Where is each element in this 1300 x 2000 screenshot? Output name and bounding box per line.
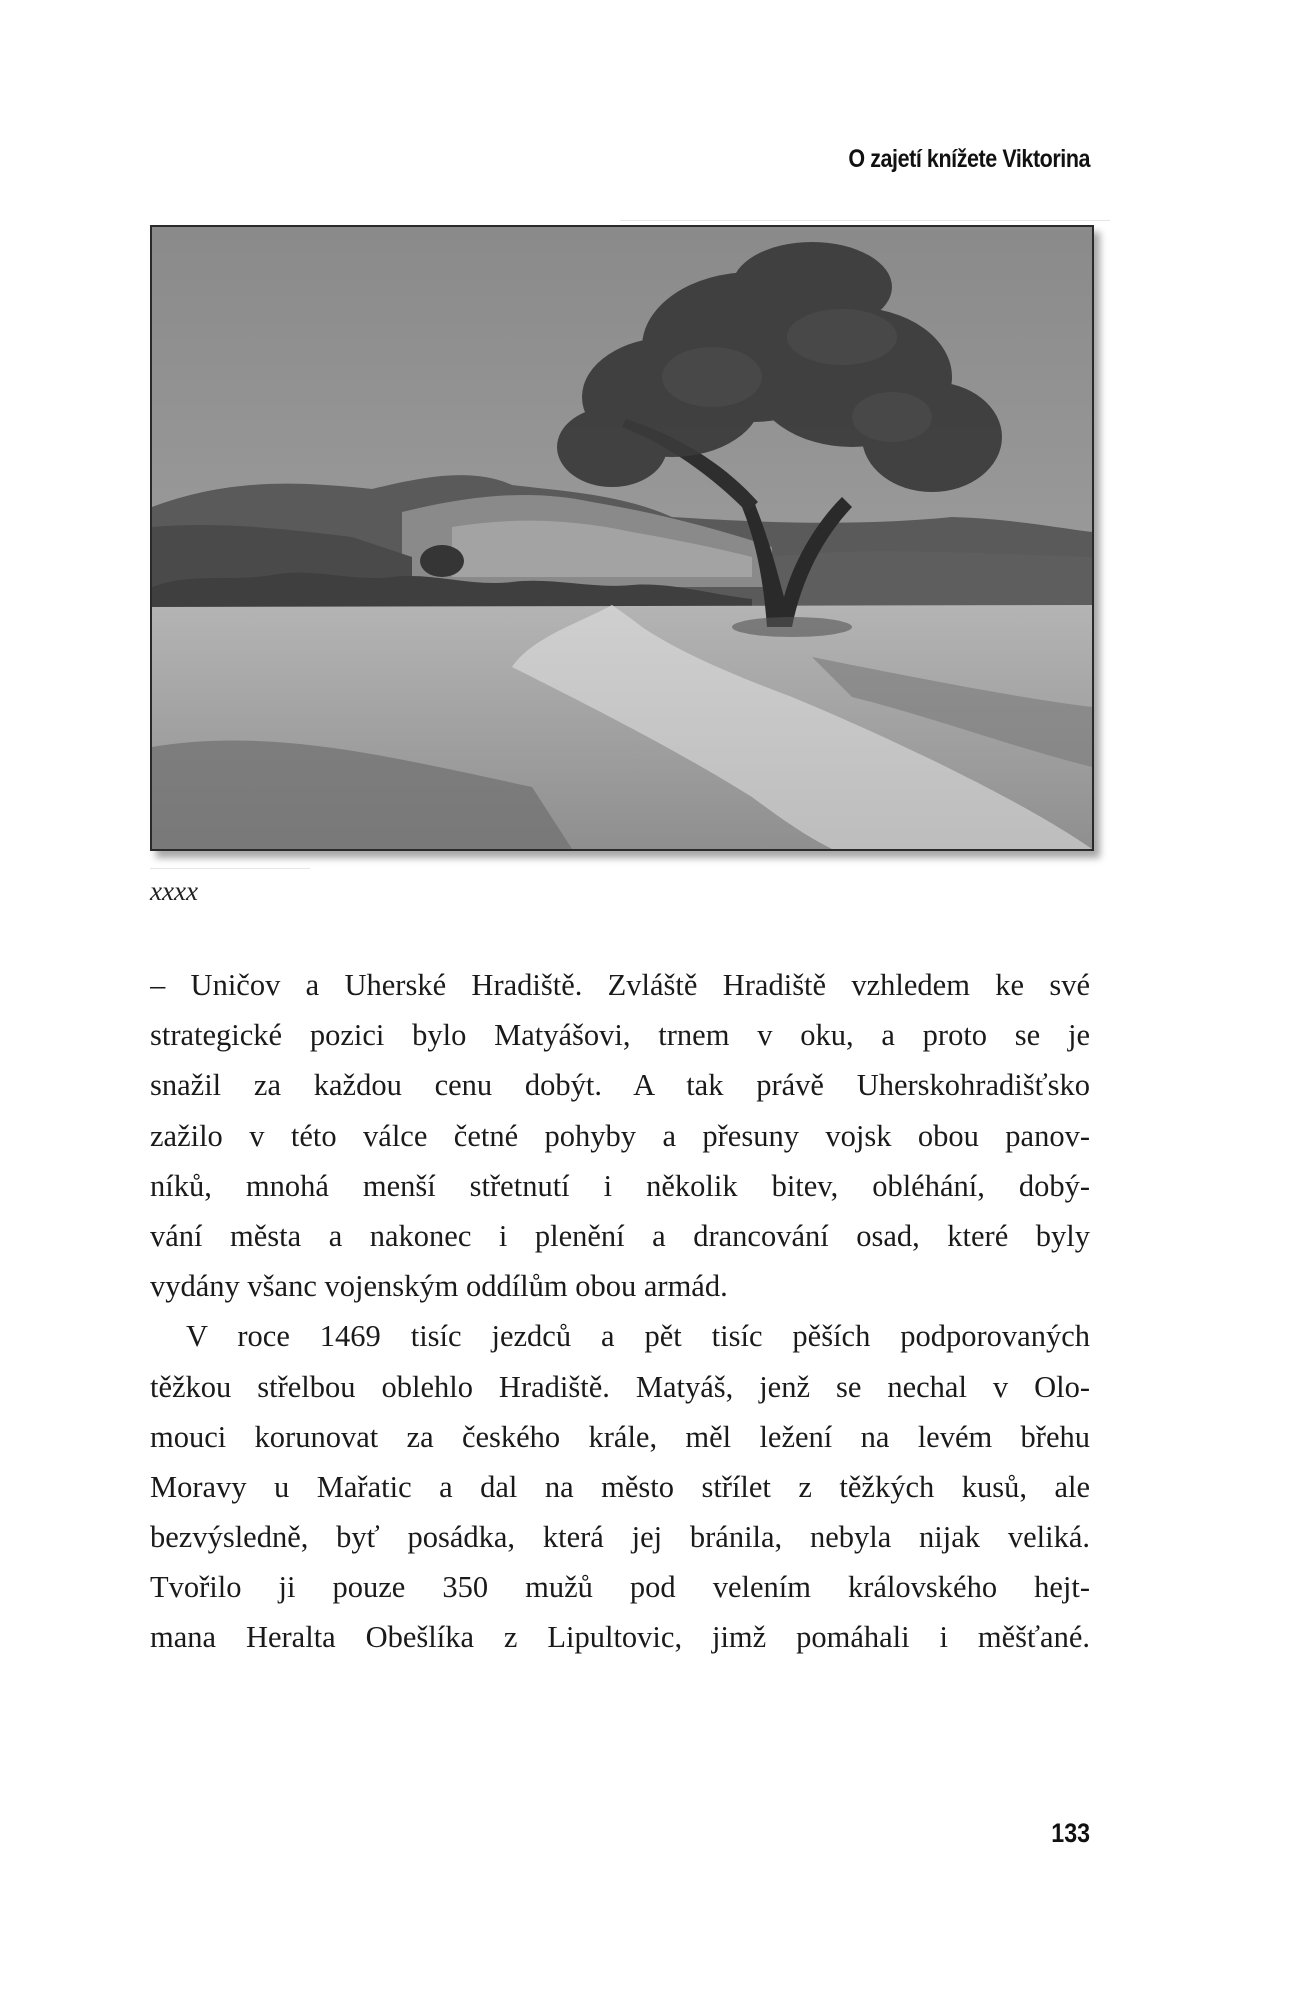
text-line: Moravy u Mařatic a dal na město střílet z těžkých kusů, ale [150,1469,1090,1504]
text-line: snažil za každou cenu dobýt. A tak právě Uherskohradišťsko [150,1068,1090,1103]
landscape-photo [150,225,1094,851]
text-line: – Uničov a Uherské Hradiště. Zvláště Hradiště vzhledem ke své [150,968,1090,1002]
text-line: Tvořilo ji pouze 350 mužů pod velením královského hejt- [150,1570,1090,1605]
body-text [150,960,1090,1663]
text-line: zažilo v této válce četné pohyby a přesuny vojsk obou panov- [150,1118,1090,1153]
text-line: mouci korunovat za českého krále, měl ležení na levém břehu [150,1419,1090,1454]
text-line: mana Heralta Obešlíka z Lipultovic, jimž pomáhali i měšťané. [150,1620,1090,1655]
text-line: těžkou střelbou oblehlo Hradiště. Matyáš, jenž se nechal v Olo- [150,1369,1090,1404]
photo-caption: xxxx [150,876,198,906]
text-line: strategické pozici bylo Matyášovi, trnem v oku, a proto se je [150,1018,1090,1053]
header-rule [620,220,1110,221]
text-line: V roce 1469 tisíc jezdců a pět tisíc pěších podporovaných [186,1319,1090,1354]
text-line: níků, mnohá menší střetnutí i několik bitev, obléhání, dobý- [150,1168,1090,1203]
page-number: 133 [1051,1818,1090,1848]
text-line: bezvýsledně, byť posádka, která jej bránila, nebyla nijak veliká. [150,1520,1090,1555]
caption-rule [150,868,310,869]
landscape-photo-icon [152,227,1092,849]
running-head: O zajetí knížete Viktorina [848,145,1090,173]
text-line: vání města a nakonec i plenění a drancování osad, které byly [150,1218,1090,1253]
text-line: vydány všanc vojenským oddílům obou armád. [150,1269,728,1304]
